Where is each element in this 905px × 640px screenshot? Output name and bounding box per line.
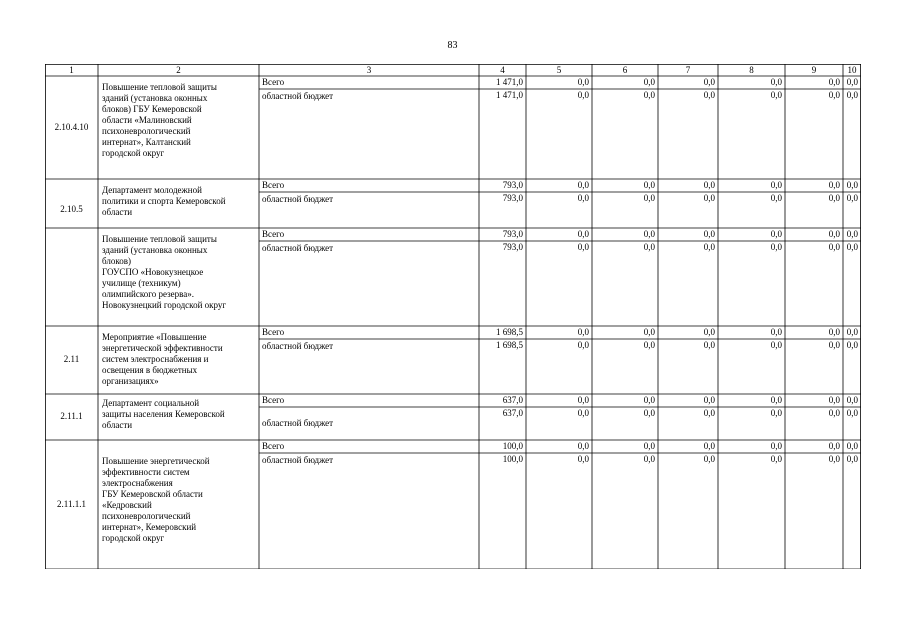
amount-cell: 0,0 — [643, 408, 655, 418]
amount-cell: 0,0 — [846, 340, 858, 350]
amount-cell: 793,0 — [502, 193, 523, 203]
column-header-1: 1 — [69, 65, 74, 75]
budget-table — [45, 64, 861, 569]
amount-cell: 0,0 — [770, 340, 782, 350]
amount-cell: 0,0 — [577, 327, 589, 337]
row-code: 2.10.5 — [60, 204, 83, 214]
funding-label: областной бюджет — [262, 341, 334, 351]
amount-cell: 1 471,0 — [496, 77, 523, 87]
amount-cell: 0,0 — [828, 408, 840, 418]
funding-label: областной бюджет — [262, 455, 334, 465]
amount-cell: 0,0 — [577, 242, 589, 252]
amount-cell: 0,0 — [770, 327, 782, 337]
row-name: Повышение тепловой защиты зданий (установка оконных блоков) ГОУСПО «Новокузнецкое училище (техникум) олимпийского резерва». Новокузнецкий городской округ — [102, 234, 227, 310]
amount-cell: 0,0 — [703, 395, 715, 405]
column-header-10: 10 — [847, 65, 857, 75]
amount-cell: 0,0 — [770, 77, 782, 87]
amount-cell: 637,0 — [502, 395, 523, 405]
funding-label: областной бюджет — [262, 418, 334, 428]
amount-cell: 0,0 — [703, 242, 715, 252]
amount-cell: 0,0 — [770, 242, 782, 252]
amount-cell: 0,0 — [643, 77, 655, 87]
funding-label: Всего — [262, 395, 285, 405]
amount-cell: 1 698,5 — [496, 327, 523, 337]
amount-cell: 0,0 — [828, 340, 840, 350]
amount-cell: 0,0 — [770, 408, 782, 418]
amount-cell: 0,0 — [643, 327, 655, 337]
amount-cell: 0,0 — [846, 229, 858, 239]
amount-cell: 0,0 — [846, 395, 858, 405]
amount-cell: 793,0 — [502, 180, 523, 190]
row-code: 2.10.4.10 — [54, 121, 89, 132]
row-code: 2.11 — [63, 354, 80, 364]
row-name: Департамент социальной защиты населения Кемеровской области — [102, 398, 225, 430]
amount-cell: 0,0 — [828, 395, 840, 405]
amount-cell: 0,0 — [643, 229, 655, 239]
amount-cell: 0,0 — [643, 180, 655, 190]
column-header-6: 6 — [622, 65, 628, 75]
page-number: 83 — [447, 40, 458, 51]
amount-cell: 0,0 — [770, 229, 782, 239]
row-code: 2.11.1.1 — [57, 498, 86, 509]
amount-cell: 0,0 — [846, 77, 858, 87]
amount-cell: 1 698,5 — [496, 340, 523, 350]
amount-cell: 0,0 — [577, 454, 589, 464]
amount-cell: 0,0 — [828, 327, 840, 337]
amount-cell: 0,0 — [770, 441, 782, 451]
funding-label: областной бюджет — [262, 194, 334, 204]
funding-label: областной бюджет — [262, 91, 334, 101]
amount-cell: 0,0 — [846, 193, 858, 203]
amount-cell: 0,0 — [643, 90, 655, 100]
amount-cell: 0,0 — [828, 180, 840, 190]
amount-cell: 0,0 — [703, 327, 715, 337]
amount-cell: 0,0 — [828, 193, 840, 203]
amount-cell: 0,0 — [703, 340, 715, 350]
column-header-9: 9 — [811, 65, 817, 75]
row-code: 2.11.1 — [60, 411, 83, 421]
amount-cell: 0,0 — [828, 454, 840, 464]
amount-cell: 0,0 — [828, 77, 840, 87]
amount-cell: 0,0 — [703, 229, 715, 239]
funding-label: областной бюджет — [262, 243, 334, 253]
amount-cell: 0,0 — [828, 90, 840, 100]
amount-cell: 0,0 — [846, 408, 858, 418]
amount-cell: 0,0 — [703, 441, 715, 451]
funding-label: Всего — [262, 229, 285, 239]
amount-cell: 1 471,0 — [496, 90, 523, 100]
amount-cell: 0,0 — [846, 242, 858, 252]
amount-cell: 0,0 — [846, 90, 858, 100]
amount-cell: 0,0 — [846, 441, 858, 451]
row-name: Департамент молодежной политики и спорта Кемеровской области — [102, 185, 226, 217]
amount-cell: 0,0 — [643, 454, 655, 464]
amount-cell: 0,0 — [770, 193, 782, 203]
amount-cell: 0,0 — [846, 180, 858, 190]
amount-cell: 0,0 — [643, 340, 655, 350]
amount-cell: 0,0 — [703, 193, 715, 203]
amount-cell: 0,0 — [828, 242, 840, 252]
column-header-3: 3 — [366, 65, 372, 75]
amount-cell: 0,0 — [643, 441, 655, 451]
amount-cell: 637,0 — [502, 408, 523, 418]
funding-label: Всего — [262, 180, 285, 190]
amount-cell: 0,0 — [577, 193, 589, 203]
amount-cell: 0,0 — [770, 90, 782, 100]
amount-cell: 0,0 — [643, 193, 655, 203]
funding-label: Всего — [262, 77, 285, 87]
column-header-4: 4 — [500, 65, 505, 75]
amount-cell: 0,0 — [846, 454, 858, 464]
amount-cell: 100,0 — [502, 454, 523, 464]
amount-cell: 0,0 — [577, 90, 589, 100]
amount-cell: 0,0 — [643, 395, 655, 405]
row-name: Повышение энергетической эффективности систем электроснабжения ГБУ Кемеровской области «Кедровский психоневрологический интернат», Кемеровский городской округ — [102, 456, 210, 543]
column-header-7: 7 — [685, 65, 691, 75]
row-name: Мероприятие «Повышение энергетической эффективности систем электроснабжения и освещения в бюджетных организациях» — [102, 332, 223, 386]
amount-cell: 0,0 — [770, 180, 782, 190]
amount-cell: 0,0 — [770, 454, 782, 464]
amount-cell: 0,0 — [846, 327, 858, 337]
column-header-8: 8 — [749, 65, 754, 75]
amount-cell: 0,0 — [703, 90, 715, 100]
amount-cell: 0,0 — [577, 441, 589, 451]
amount-cell: 0,0 — [703, 77, 715, 87]
column-header-5: 5 — [556, 65, 562, 75]
column-header-2: 2 — [176, 65, 181, 75]
amount-cell: 0,0 — [703, 408, 715, 418]
amount-cell: 0,0 — [577, 77, 589, 87]
amount-cell: 0,0 — [577, 340, 589, 350]
amount-cell: 793,0 — [502, 242, 523, 252]
amount-cell: 0,0 — [643, 242, 655, 252]
amount-cell: 0,0 — [577, 229, 589, 239]
amount-cell: 0,0 — [828, 441, 840, 451]
funding-label: Всего — [262, 441, 285, 451]
amount-cell: 793,0 — [502, 229, 523, 239]
amount-cell: 0,0 — [703, 180, 715, 190]
amount-cell: 0,0 — [703, 454, 715, 464]
amount-cell: 0,0 — [828, 229, 840, 239]
amount-cell: 0,0 — [577, 395, 589, 405]
funding-label: Всего — [262, 327, 285, 337]
amount-cell: 0,0 — [577, 180, 589, 190]
amount-cell: 0,0 — [770, 395, 782, 405]
amount-cell: 100,0 — [502, 441, 523, 451]
row-name: Повышение тепловой защиты зданий (установка оконных блоков) ГБУ Кемеровской области «Малиновский психоневрологический интернат», Калтанский городской округ — [102, 82, 217, 158]
amount-cell: 0,0 — [577, 408, 589, 418]
